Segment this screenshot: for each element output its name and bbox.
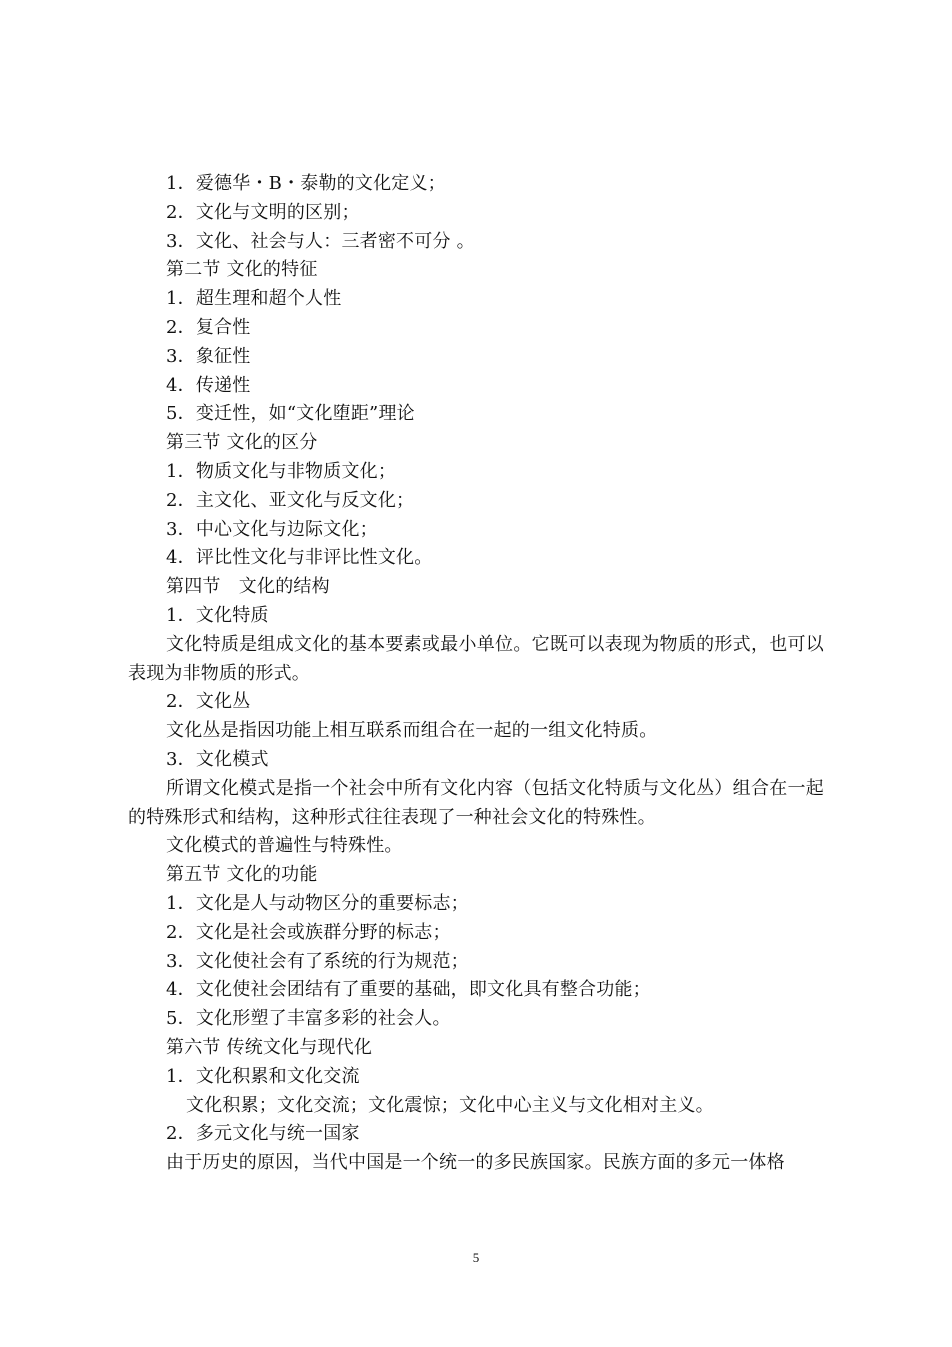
text-line: 3．文化使社会有了系统的行为规范； — [166, 950, 469, 972]
section-heading: 第六节 传统文化与现代化 — [166, 1036, 373, 1058]
paragraph: 所谓文化模式是指一个社会中所有文化内容（包括文化特质与文化丛）组合在一起的特殊形式和结构，这种形式往往表现了一种社会文化的特殊性。 — [128, 777, 824, 828]
text-line: 5．变迁性，如“文化堕距”理论 — [166, 403, 415, 425]
text-line: 2．文化与文明的区别； — [166, 201, 360, 223]
text-line: 3．象征性 — [166, 345, 251, 367]
text-line: 文化丛是指因功能上相互联系而组合在一起的一组文化特质。 — [166, 720, 658, 742]
text-line: 3．文化模式 — [166, 748, 269, 770]
text-line: 1．爱德华・B・泰勒的文化定义； — [166, 173, 446, 194]
text-line: 文化积累；文化交流；文化震惊；文化中心主义与文化相对主义。 — [186, 1094, 714, 1116]
section-heading: 第二节 文化的特征 — [166, 259, 318, 281]
text-line: 由于历史的原因，当代中国是一个统一的多民族国家。民族方面的多元一体格 — [166, 1152, 785, 1174]
text-line: 2．多元文化与统一国家 — [166, 1123, 360, 1145]
text-line: 4．评比性文化与非评比性文化。 — [166, 547, 433, 569]
section-heading: 第四节 文化的结构 — [166, 576, 330, 598]
text-line: 1．文化是人与动物区分的重要标志； — [166, 892, 469, 914]
text-line: 1．物质文化与非物质文化； — [166, 460, 397, 482]
text-line: 3．文化、社会与人：三者密不可分 。 — [166, 230, 475, 252]
paragraph: 文化特质是组成文化的基本要素或最小单位。它既可以表现为物质的形式，也可以表现为非物质的形式。 — [128, 633, 824, 684]
text-line: 3．中心文化与边际文化； — [166, 518, 378, 540]
page-number: 5 — [472, 1250, 480, 1265]
text-line: 1．文化特质 — [166, 604, 269, 626]
text-line: 2．文化是社会或族群分野的标志； — [166, 921, 451, 943]
text-line: 2．主文化、亚文化与反文化； — [166, 489, 415, 511]
text-line: 4．传递性 — [166, 374, 251, 396]
section-heading: 第五节 文化的功能 — [166, 864, 318, 886]
text-line: 5．文化形塑了丰富多彩的社会人。 — [166, 1008, 451, 1030]
section-heading: 第三节 文化的区分 — [166, 432, 318, 454]
text-line: 2．复合性 — [166, 316, 251, 338]
text-line: 1．超生理和超个人性 — [166, 288, 342, 310]
text-line: 4．文化使社会团结有了重要的基础，即文化具有整合功能； — [166, 979, 651, 1001]
text-line: 文化模式的普遍性与特殊性。 — [166, 835, 403, 857]
text-line: 1．文化积累和文化交流 — [166, 1065, 360, 1087]
text-line: 2．文化丛 — [166, 691, 251, 713]
document-body — [128, 170, 824, 1178]
